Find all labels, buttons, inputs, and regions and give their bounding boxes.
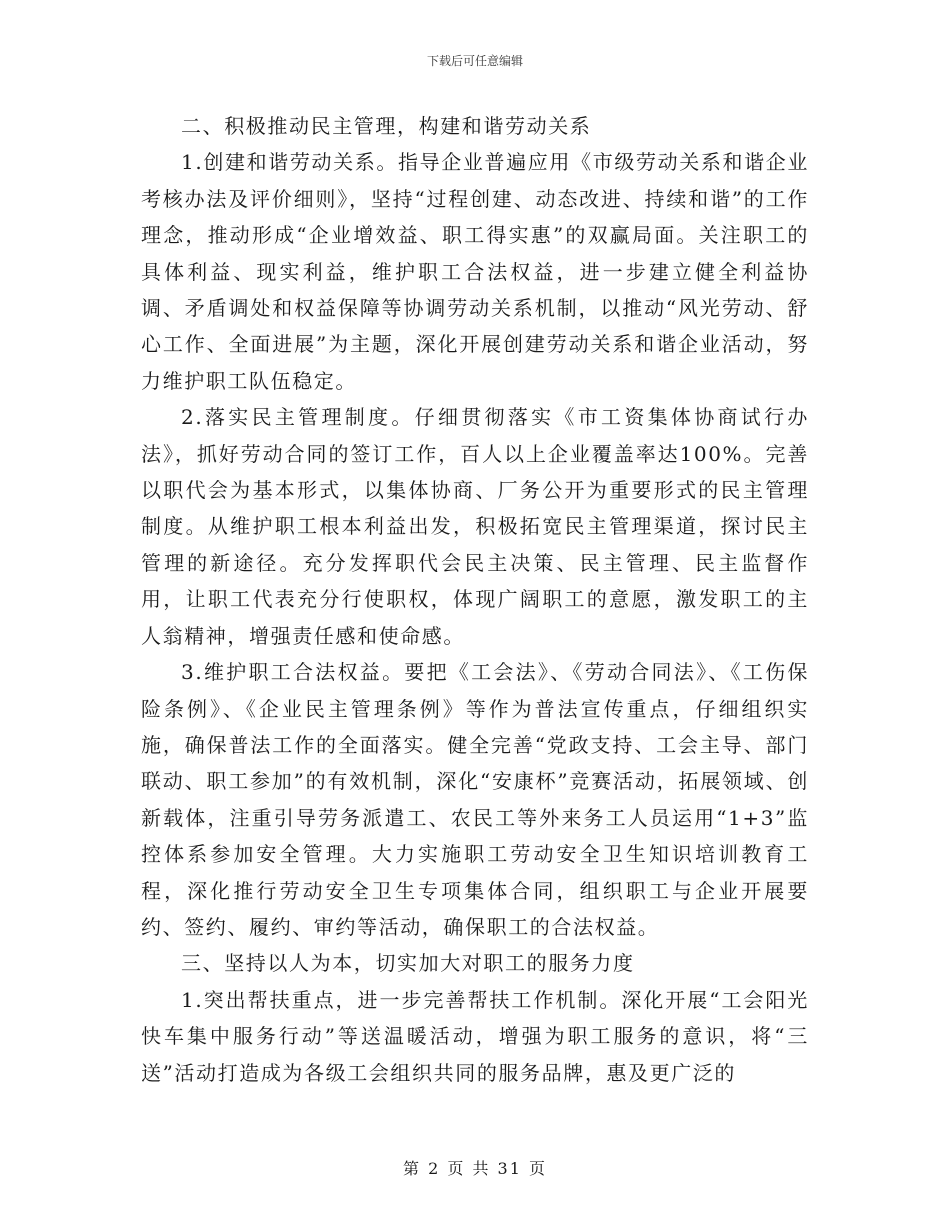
section-heading-3: 三、坚持以人为本，切实加大对职工的服务力度: [181, 951, 635, 976]
paragraph-assistance-mechanism: 1.突出帮扶重点，进一步完善帮扶工作机制。深化开展“工会阳光快车集中服务行动”等送温暖活动，增强为职工服务的意识，将“三送”活动打造成为各级工会组织共同的服务品牌，惠及更广泛的: [141, 987, 809, 1085]
paragraph-harmonious-labor: 1.创建和谐劳动关系。指导企业普遍应用《市级劳动关系和谐企业考核办法及评价细则》，坚持“过程创建、动态改进、持续和谐”的工作理念，推动形成“企业增效益、职工得实惠”的双赢局面。关注职工的具体利益、现实利益，维护职工合法权益，进一步建立健全利益协调、矛盾调处和权益保障等协调劳动关系机制，以推动“风光劳动、舒心工作、全面进展”为主题，深化开展创建劳动关系和谐企业活动，努力维护职工队伍稳定。: [141, 150, 809, 393]
section-heading-2: 二、积极推动民主管理，构建和谐劳动关系: [181, 114, 592, 138]
page-number: 第 2 页 共 31 页: [403, 1159, 547, 1178]
header-note: 下载后可任意编辑: [426, 54, 523, 68]
paragraph-democratic-management: 2.落实民主管理制度。仔细贯彻落实《市工资集体协商试行办法》，抓好劳动合同的签订工作，百人以上企业覆盖率达100%。完善以职代会为基本形式，以集体协商、厂务公开为重要形式的民主管理制度。从维护职工根本利益出发，积极拓宽民主管理渠道，探讨民主管理的新途径。充分发挥职代会民主决策、民主管理、民主监督作用，让职工代表充分行使职权，体现广阔职工的意愿，激发职工的主人翁精神，增强责任感和使命感。: [141, 405, 809, 648]
document-body: [141, 108, 809, 1091]
paragraph-worker-rights: 3.维护职工合法权益。要把《工会法》、《劳动合同法》、《工伤保险条例》、《企业民主管理条例》等作为普法宣传重点，仔细组织实施，确保普法工作的全面落实。健全完善“党政支持、工会主导、部门联动、职工参加”的有效机制，深化“安康杯”竞赛活动，拓展领域、创新载体，注重引导劳务派遣工、农民工等外来务工人员运用“1+3”监控体系参加安全管理。大力实施职工劳动安全卫生知识培训教育工程，深化推行劳动安全卫生专项集体合同，组织职工与企业开展要约、签约、履约、审约等活动，确保职工的合法权益。: [141, 660, 809, 939]
